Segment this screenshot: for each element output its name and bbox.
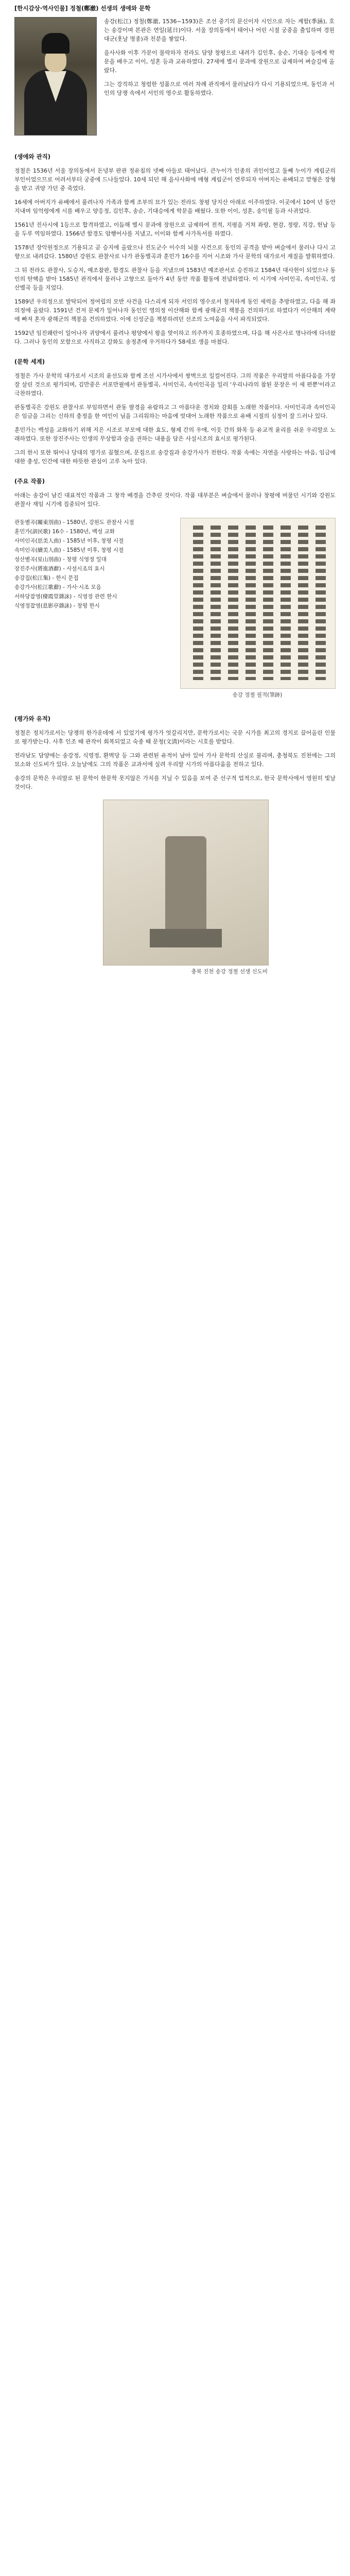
figure-caption: 충북 진천 송강 정철 선생 신도비 [191,969,268,975]
body-paragraph: 1592년 임진왜란이 일어나자 귀양에서 풀려나 평양에서 왕을 맞이하고 의주까지 호종하였으며, 다음 해 사은사로 명나라에 다녀왔다. 그러나 동인의 모함으로 사직하고 강화도 송정촌에 우거하다가 58세로 생을 마쳤다. [14,330,336,345]
monument-stone [165,836,206,934]
works-list-item: 성산별곡(星山別曲) - 창평 식영정 일대 [14,556,107,563]
intro-text [104,17,335,103]
calligraphy-column [298,526,308,680]
calligraphy-column [263,526,273,680]
calligraphy-column [211,526,221,680]
body-paragraph: 관동별곡은 강원도 관찰사로 부임하면서 관동 팔경을 유람하고 그 아름다운 경치와 감회를 노래한 작품이다. 사미인곡과 속미인곡은 임금을 그리는 신하의 충정을 한 여인이 님을 그리워하는 마음에 빗대어 노래한 작품으로 유배 시절의 심정이 잘 드러나 있다. [14,404,336,419]
section-title: (평가와 유적) [14,715,51,722]
section-title: (생애와 관직) [14,153,51,160]
works-figure [10,518,340,703]
body-paragraph: 그의 한시 또한 뛰어나 당대의 명가로 꼽혔으며, 문집으로 송강집과 송강가사가 전한다. 작품 속에는 자연을 사랑하는 마음, 임금에 대한 충성, 인간에 대한 따뜻한 관심이 고루 녹아 있다. [14,449,336,465]
section-legacy [14,715,336,791]
body-paragraph: 전라남도 담양에는 송강정, 식영정, 환벽당 등 그와 관련된 유적이 남아 있어 가사 문학의 산실로 불리며, 충청북도 진천에는 그의 묘소와 신도비가 있다. 오늘날에도 그의 작품은 교과서에 실려 우리말 시가의 아름다움을 전하고 있다. [14,752,336,768]
body-paragraph: 정철은 1536년 서울 장의동에서 돈녕부 판관 정유침의 넷째 아들로 태어났다. 큰누이가 인종의 귀인이었고 둘째 누이가 계림군의 부인이었으므로 어려서부터 궁중에 드나들었다. 10세 되던 해 을사사화에 매형 계림군이 연루되자 아버지는 유배되고 맏형은 장형을 받고 귀양 가던 중 죽었다. [14,167,336,192]
intro-paragraph: 그는 강직하고 청렴한 성품으로 여러 차례 관직에서 물러났다가 다시 기용되었으며, 동인과 서인의 당쟁 속에서 서인의 영수로 활동하였다. [104,81,335,96]
works-list-item: 장진주사(將進酒辭) - 사설시조의 효시 [14,566,105,572]
works-list-item: 식영정잡영(息影亭雜詠) - 창평 한시 [14,603,100,609]
body-paragraph: 정철은 가사 문학의 대가로서 시조의 윤선도와 함께 조선 시가사에서 쌍벽으로 일컬어진다. 그의 작품은 우리말의 아름다움을 가장 잘 살린 것으로 평가되며, 김만중은 서포만필에서 관동별곡, 사미인곡, 속미인곡을 일러 '우리나라의 참된 문장은 이 세 편뿐'이라고 극찬하였다. [14,372,336,397]
calligraphy-image [180,518,336,689]
portrait-hat [42,33,69,54]
body-paragraph: 1561년 진사시에 1등으로 합격하였고, 이듬해 별시 문과에 장원으로 급제하여 전적, 지평을 거쳐 좌랑, 현감, 정랑, 직강, 헌납 등을 두루 역임하였다. 1566년 함경도 암행어사를 지냈고, 이이와 함께 사가독서를 하였다. [14,222,336,237]
monument-figure [10,800,340,985]
body-paragraph: 송강의 문학은 우리말로 된 문학이 한문학 못지않은 가치를 지닐 수 있음을 보여 준 선구적 업적으로, 한국 문학사에서 영원히 빛날 것이다. [14,775,336,790]
figure-caption: 송강 정철 필적(筆跡) [232,692,283,698]
monument-base [150,929,222,947]
calligraphy-column [228,526,238,680]
body-paragraph: 1589년 우의정으로 발탁되어 정여립의 모반 사건을 다스리게 되자 서인의 영수로서 철저하게 동인 세력을 추방하였고, 다음 해 좌의정에 올랐다. 1591년 건저 문제가 일어나자 동인인 영의정 이산해와 함께 광해군의 책봉을 건의하기로 하였다가 이산해의 계략에 빠져 혼자 광해군의 책봉을 건의하였다. 이에 신성군을 책봉하려던 선조의 노여움을 사서 파직되었다. [14,298,336,323]
calligraphy-column [316,526,326,680]
works-list-item: 속미인곡(續美人曲) - 1585년 이후, 창평 시절 [14,547,124,553]
section-works [14,477,336,509]
works-list-item: 훈민가(訓民歌) 16수 - 1580년, 백성 교화 [14,529,115,535]
body-paragraph: 1578년 장악원정으로 기용되고 곧 승지에 올랐으나 진도군수 이수의 뇌물 사건으로 동인의 공격을 받아 벼슬에서 물러나 다시 고향으로 내려갔다. 1580년 강원도 관찰사로 나가 관동별곡과 훈민가 16수를 지어 시조와 가사 문학의 대가로서 재질을 발휘하였다. [14,244,336,260]
section-literature [14,358,336,466]
works-list-item: 송강집(松江集) - 한시 문집 [14,575,79,581]
section-life [14,152,336,346]
intro-paragraph: 을사사화 이후 가문이 몰락하자 전라도 담양 창평으로 내려가 김인후, 송순, 기대승 등에게 학문을 배우고 이이, 성혼 등과 교유하였다. 27세에 별시 문과에 장원으로 급제하여 벼슬길에 올랐다. [104,49,335,74]
body-paragraph: 훈민가는 백성을 교화하기 위해 지은 시조로 부모에 대한 효도, 형제 간의 우애, 이웃 간의 화목 등 유교적 윤리를 쉬운 우리말로 노래하였다. 또한 장진주사는 인생의 무상함과 술을 권하는 내용을 담은 사설시조의 효시로 평가된다. [14,427,336,442]
section-title: (주요 작품) [14,478,45,485]
calligraphy-column [281,526,291,680]
body-paragraph: 그 뒤 전라도 관찰사, 도승지, 예조참판, 함경도 관찰사 등을 지냈으며 1583년 예조판서로 승진하고 1584년 대사헌이 되었으나 동인의 탄핵을 받아 1585년 관직에서 물러나 고향으로 돌아가 4년 동안 작품 활동에 전념하였다. 이 시기에 사미인곡, 속미인곡, 성산별곡 등을 지었다. [14,267,336,291]
works-list-item: 관동별곡(關東別曲) - 1580년, 강원도 관찰사 시절 [14,519,134,526]
body-paragraph: 정철은 정치가로서는 당쟁의 한가운데에 서 있었기에 평가가 엇갈리지만, 문학가로서는 국문 시가를 최고의 경지로 끌어올린 인물로 평가받는다. 사후 인조 때 관작이 회복되었고 숙종 때 문청(文淸)이라는 시호를 받았다. [14,730,336,745]
works-list-item: 송강가사(松江歌辭) - 가사·시조 모음 [14,584,101,590]
monument-image [103,800,269,965]
intro-paragraph: 송강(松江) 정철(鄭澈, 1536~1593)은 조선 중기의 문신이자 시인으로 자는 계함(季涵), 호는 송강이며 본관은 연일(延日)이다. 서울 장의동에서 태어나 어린 시절 궁중을 출입하며 경원대군(훗날 명종)과 친분을 쌓았다. [104,18,335,42]
section-title: (문학 세계) [14,358,45,365]
body-paragraph: 16세에 아버지가 유배에서 풀려나자 가족과 함께 조부의 묘가 있는 전라도 창평 당지산 아래로 이주하였다. 이곳에서 10여 년 동안 지내며 임억령에게 시를 배우고 양응정, 김인후, 송순, 기대승에게 학문을 배웠다. 또한 이이, 성혼, 송익필 등과 사귀었다. [14,199,336,214]
document-page [0,4,350,2576]
portrait-image [14,17,97,135]
works-list-item: 서하당잡영(棲霞堂雜詠) - 식영정 관련 한시 [14,594,117,600]
works-list [14,518,169,611]
works-list-item: 사미인곡(思美人曲) - 1585년 이후, 창평 시절 [14,538,124,544]
body-paragraph: 아래는 송강이 남긴 대표적인 작품과 그 창작 배경을 간추린 것이다. 작품 대부분은 벼슬에서 물러나 창평에 머물던 시기와 강원도 관찰사 재임 시기에 집중되어 있다. [14,492,336,507]
calligraphy-column [193,526,203,680]
intro-block [10,15,340,141]
calligraphy-column [246,526,256,680]
page-title: [한시감상·역사인물] 정철(鄭澈) 선생의 생애와 문학 [14,5,151,12]
